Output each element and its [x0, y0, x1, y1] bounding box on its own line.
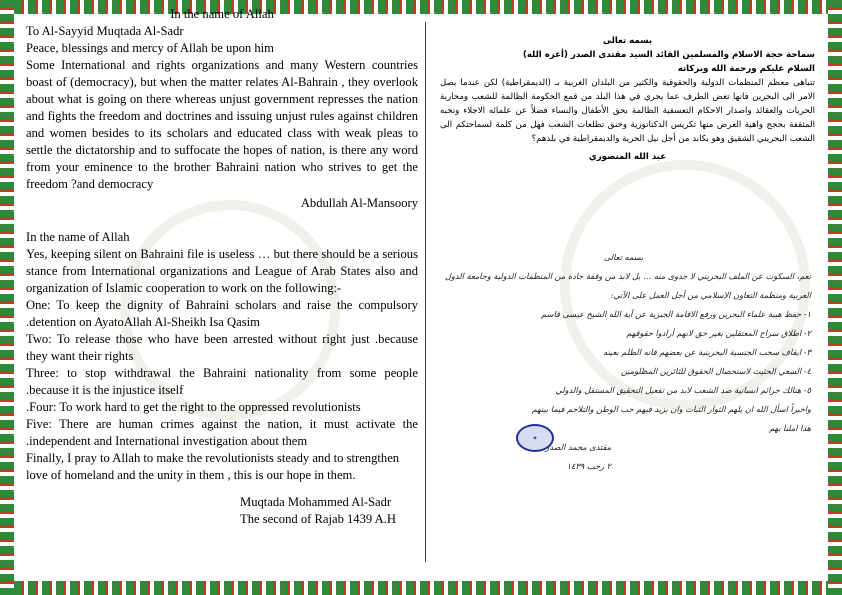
arabic-question-block: [440, 34, 815, 164]
arabic-salutation: سماحة حجة الاسلام والمسلمين القائد السيد مقتدى الصدر (أعزه الله): [522, 50, 815, 60]
arabic-question: تتباهى معظم المنظمات الدولية والحقوقية والكثير من البلدان الغربية بـ (الديمقراطية) لكن عندما يصل الامر الى البحرين فانها تغض الطرف عما يجري في هذا البلد من قمع الحكومة الظالمة للشعب ومحاربة الحريات والعقائد واصدار الاحكام التعسفية الظالمة بحق الأطفال والنساء فضلاً عن علمائه الاجلاء ونخبه المثقفة بحجج واهية الغرض منها تكريس الدكتاتورية وخنق تطلعات الشعب فهل من كلمة لسماحتكم الى الشعب البحريني الشقيق وهو يكابد من أجل نيل الحرية والديمقراطية في بلدهم؟: [440, 78, 815, 144]
handwritten-line: ٢- اطلاق سراح المعتقلين بغير حق لانهم أرادوا حقوقهم: [626, 328, 811, 338]
right-border: [828, 0, 842, 595]
handwritten-answer: [436, 248, 811, 476]
english-greeting: Peace, blessings and mercy of Allah be upon him: [26, 41, 274, 55]
english-salutation: To Al-Sayyid Muqtada Al-Sadr: [26, 24, 184, 38]
handwritten-line: بسمه تعالى: [603, 252, 644, 262]
handwritten-line: نعم، السكوت عن الملف البحريني لا جدوى منه … بل لابد من وقفة جادة من المنظمات الدولية وجامعة الدول العربية ومنظمة التعاون الاسلامي من أجل العمل على الآتي:: [444, 271, 811, 300]
english-question: Some International and rights organizations and many Western countries boast of (democracy), but when the matter relates Al-Bahrain , they overlook about what is going on there whereas unjust government represses the nation and fights the freedom and doctrines and issuing unjust rules against children and women besides to its scholars and educated class with weak pleas to settle the dictatorship and to suffocate the hopes of nation, is there any word from your eminence to the brother Bahraini nation who strives to get the freedom ?and democracy: [26, 58, 418, 191]
left-border: [0, 0, 14, 595]
english-point-three: Three: to stop withdrawal the Bahraini nationality from some people .because it is the injustice itself: [26, 366, 418, 397]
english-signature: Muqtada Mohammed Al-Sadr: [240, 495, 392, 509]
arabic-basmala: بسمه تعالى: [602, 36, 653, 46]
handwritten-signature: مقتدى محمد الصدر: [545, 442, 611, 452]
handwritten-line: هذا املنا بهم: [769, 423, 811, 433]
column-divider: [425, 22, 426, 562]
english-point-four: .Four: To work hard to get the right to the oppressed revolutionists: [26, 400, 361, 414]
english-answer-basmala: In the name of Allah: [26, 230, 130, 244]
english-point-one: One: To keep the dignity of Bahraini scholars and raise the compulsory .detention on AyatoAllah Al-Sheikh Isa Qasim: [26, 298, 418, 329]
english-column: [26, 6, 418, 528]
arabic-greeting: السلام عليكم ورحمة الله وبركاته: [677, 64, 815, 74]
seal-stamp-icon: ✦: [516, 424, 554, 452]
handwritten-line: ٤- السعي الحثيث لاستحصال الحقوق للثائرين المظلومين: [620, 366, 811, 376]
handwritten-date: ٢ رجب ١٤٣٩: [566, 461, 611, 471]
handwritten-line: ١- حفظ هيبة علماء البحرين ورفع الاقامة الجبرية عن آية الله الشيخ عيسى قاسم: [541, 309, 811, 319]
bottom-border: [0, 581, 842, 595]
english-point-two: Two: To release those who have been arrested without right just .because they want their rights: [26, 332, 418, 363]
english-date: The second of Rajab 1439 A.H: [240, 512, 396, 526]
handwritten-line: ٣- ايقاف سحب الجنسية البحرينية عن بعضهم فانه الظلم بعينه: [603, 347, 811, 357]
handwritten-line: واخيراً اسأل الله ان يلهم الثوار الثبات وان يزيد فيهم حب الوطن والتلاحم فيما بينهم: [531, 404, 811, 414]
english-basmala: In the name of Allah: [170, 7, 274, 21]
arabic-asker: عبد الله المنصوري: [588, 152, 667, 162]
english-answer-intro: Yes, keeping silent on Bahraini file is useless … but there should be a serious stance from International organizations and League of Arab States also and organization of Islamic cooperation to work on the following:-: [26, 247, 418, 295]
english-point-five: Five: There are human crimes against the nation, it must activate the .independent and International investigation about them: [26, 417, 418, 448]
english-closing: Finally, I pray to Allah to make the revolutionists steady and to strengthen love of homeland and the unity in them , this is our hope in them.: [26, 451, 400, 482]
english-asker: Abdullah Al-Mansoory: [300, 196, 418, 210]
handwritten-line: ٥- هنالك جرائم انسانية ضد الشعب لابد من تفعيل التحقيق المستقل والدولي: [555, 385, 811, 395]
